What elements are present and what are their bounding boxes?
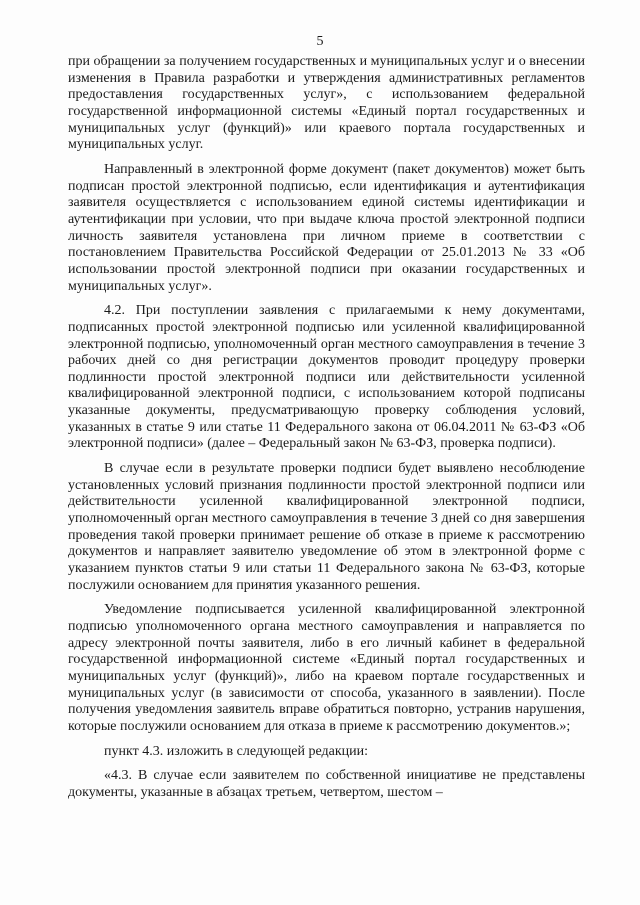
paragraph-simple-signature: Направленный в электронной форме документ (пакет документов) может быть подписан простой электронной подписью, если идентификация и аутентификация заявителя осуществляется с использованием единой системы идентификации и аутентификации при условии, что при выдаче ключа простой электронной подписи личность заявителя установлена при личном приеме в соответствии с постановлением Правительства Российской Федерации от 25.01.2013 № 33 «Об использовании простой электронной подписи при оказании государственных и муниципальных услуг». (68, 161, 585, 294)
paragraph-clause-4-2: 4.2. При поступлении заявления с прилагаемыми к нему документами, подписанных простой электронной подписью или усиленной квалифицированной электронной подписью, уполномоченный орган местного самоуправления в течение 3 рабочих дней со дня регистрации документов проводит процедуру проверки подлинности простой электронной подписи или действительности усиленной квалифицированной электронной подписи, с использованием которой подписаны указанные документы, предусматривающую проверку соблюдения условий, указанных в статье 9 или статье 11 Федерального закона от 06.04.2011 № 63-ФЗ «Об электронной подписи» (далее – Федеральный закон № 63-ФЗ, проверка подписи). (68, 303, 585, 452)
paragraph-continuation: при обращении за получением государственных и муниципальных услуг и о внесении изменения в Правила разработки и утверждения административных регламентов предоставления государственных услуг», с использованием федеральной государственной информационной системы «Единый портал государственных и муниципальных услуг (функций)» или краевого портала государственных и муниципальных услуг. (68, 54, 585, 153)
paragraph-notification: Уведомление подписывается усиленной квалифицированной электронной подписью уполномоченного органа местного самоуправления и направляется по адресу электронной почты заявителя, либо в его личный кабинет в федеральной государственной информационной системе «Единый портал государственных и муниципальных услуг (функций)», либо на краевом портале государственных и муниципальных услуг (в зависимости от способа, указанного в заявлении). После получения уведомления заявитель вправе обратиться повторно, устранив нарушения, которые послужили основанием для отказа в приеме к рассмотрению документов.»; (68, 602, 585, 734)
paragraph-verification-failure: В случае если в результате проверки подписи будет выявлено несоблюдение установленных условий признания подлинности простой электронной подписи или действительности усиленной квалифицированной электронной подписи, уполномоченный орган местного самоуправления в течение 3 дней со дня завершения проведения такой проверки принимает решение об отказе в приеме к рассмотрению документов и направляет заявителю уведомление об этом в электронной форме с указанием пунктов статьи 9 или статьи 11 Федерального закона № 63-ФЗ, которые послужили основанием для принятия указанного решения. (68, 461, 585, 593)
paragraph-clause-4-3: «4.3. В случае если заявителем по собственной инициативе не представлены документы, указанные в абзацах третьем, четвертом, шестом – (68, 768, 585, 800)
paragraph-amendment-intro: пункт 4.3. изложить в следующей редакции: (104, 743, 368, 759)
page-number: 5 (316, 34, 324, 49)
body-text (68, 54, 585, 802)
